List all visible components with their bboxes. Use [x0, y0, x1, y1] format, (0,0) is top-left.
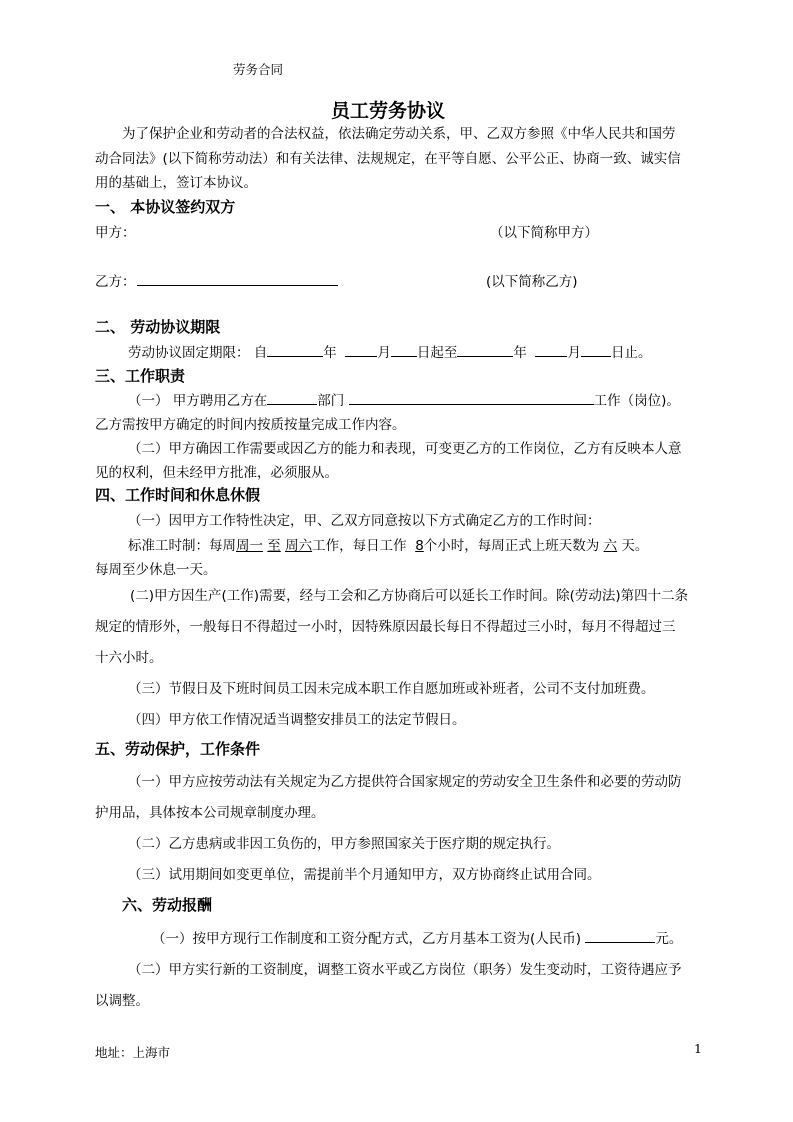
party-b-note: (以下简称乙方)	[486, 274, 578, 290]
weekly-days: 六	[603, 538, 618, 554]
holiday-adjust-line: （四）甲方依工作情况适当调整安排员工的法定节假日。	[128, 712, 466, 728]
salary-line	[152, 927, 682, 947]
year-label: 年	[513, 345, 527, 361]
probation-line: （三）试用期间如变更单位，需提前半个月通知甲方，双方协商终止试用合同。	[128, 867, 601, 883]
start-day-blank[interactable]	[391, 342, 417, 357]
running-header: 劳务合同	[233, 62, 284, 77]
overtime-line-1: (二)甲方因生产(工作)需要，经与工会和乙方协商后可以延长工作时间。除(劳动法)第四十二条	[130, 588, 689, 604]
hours-text: 标准工时制：每周	[128, 538, 236, 554]
duty-text: 部门	[317, 393, 345, 409]
rest-line: 每周至少休息一天。	[95, 562, 217, 578]
hours-text: 个小时，每周正式上班天数为	[423, 538, 600, 554]
protection-line-2: 护用品，具体按本公司规章制度办理。	[95, 805, 325, 821]
document-title: 员工劳务协议	[331, 100, 446, 122]
intro-line: 动合同法》(以下简称劳动法）和有关法律、法规规定，在平等自愿、公平公正、协商一致、诚实信	[95, 151, 681, 167]
hours-text: 工作，每日工作	[312, 538, 407, 554]
end-year-blank[interactable]	[457, 342, 513, 357]
hours-text: 至	[267, 538, 281, 554]
section-3-heading: 三、工作职责	[95, 367, 186, 385]
footer-address: 地址：上海市	[95, 1045, 171, 1060]
standard-hours-line	[128, 534, 648, 554]
duty-p2-line-2: 见的权利，但未经甲方批准，必须服从。	[95, 465, 338, 481]
section-5-heading: 五、劳动保护，工作条件	[95, 740, 261, 758]
party-b-label: 乙方：	[95, 274, 136, 290]
duty-text: （一） 甲方聘用乙方在	[128, 393, 268, 409]
daily-hours: 8	[415, 538, 424, 554]
work-start-day: 周一	[236, 538, 263, 554]
salary-adjust-line-1: （二）甲方实行新的工资制度，调整工资水平或乙方岗位（职务）发生变动时，工资待遇应予	[128, 962, 682, 978]
section-2-heading: 二、 劳动协议期限	[95, 318, 221, 336]
duty-p2-line-1: （二）甲方确因工作需要或因乙方的能力和表现，可变更乙方的工作岗位，乙方有反映本人意	[128, 441, 682, 457]
end-month-blank[interactable]	[535, 342, 567, 357]
section-6-heading: 六、劳动报酬	[122, 896, 213, 914]
salary-blank[interactable]	[585, 928, 655, 943]
overtime-line-2: 规定的情形外，一般每日不得超过一小时，因特殊原因最长每日不得超过三小时，每月不得超过三	[95, 619, 676, 635]
salary-text: 元。	[655, 931, 683, 947]
intro-line: 为了保护企业和劳动者的合法权益，依法确定劳动关系，甲、乙双方参照《中华人民共和国劳	[122, 126, 676, 142]
salary-adjust-line-2: 以调整。	[95, 993, 149, 1009]
party-a-note: （以下简称甲方）	[490, 225, 598, 241]
intro-line: 用的基础上，签订本协议。	[95, 175, 257, 191]
year-label: 年	[323, 345, 337, 361]
duty-text: 工作（岗位)。	[593, 393, 680, 409]
start-month-blank[interactable]	[345, 342, 377, 357]
work-end-day: 周六	[285, 538, 313, 554]
duty-line-2: 乙方需按甲方确定的时间内按质按量完成工作内容。	[95, 417, 406, 433]
hours-text: 天。	[621, 538, 649, 554]
party-b-blank[interactable]	[137, 285, 338, 286]
term-line	[128, 341, 651, 361]
month-label: 月	[567, 345, 581, 361]
protection-line-1: （一）甲方应按劳动法有关规定为乙方提供符合国家规定的劳动安全卫生条件和必要的劳动防	[128, 774, 682, 790]
party-a-label: 甲方：	[95, 225, 136, 241]
day-label: 日止。	[610, 345, 652, 361]
position-blank[interactable]	[349, 390, 594, 405]
end-day-blank[interactable]	[581, 342, 611, 357]
overtime-line-3: 十六小时。	[95, 650, 163, 666]
start-year-blank[interactable]	[267, 342, 323, 357]
term-prefix: 劳动协议固定期限： 自	[128, 345, 268, 361]
month-label: 月	[377, 345, 391, 361]
page-number: 1	[694, 1041, 702, 1056]
duty-line-1	[128, 389, 680, 409]
day-label: 日起至	[416, 345, 458, 361]
hours-p1: （一）因甲方工作特性决定，甲、乙双方同意按以下方式确定乙方的工作时间：	[128, 513, 601, 529]
section-1-heading: 一、 本协议签约双方	[95, 198, 236, 216]
department-blank[interactable]	[267, 390, 317, 405]
holiday-overtime-line: （三）节假日及下班时间员工因未完成本职工作自愿加班或补班者，公司不支付加班费。	[128, 681, 655, 697]
section-4-heading: 四、工作时间和休息休假	[95, 486, 261, 504]
sick-leave-line: （二）乙方患病或非因工负伤的，甲方参照国家关于医疗期的规定执行。	[128, 836, 560, 852]
salary-text: （一）按甲方现行工作制度和工资分配方式，乙方月基本工资为(人民币)	[152, 931, 582, 947]
